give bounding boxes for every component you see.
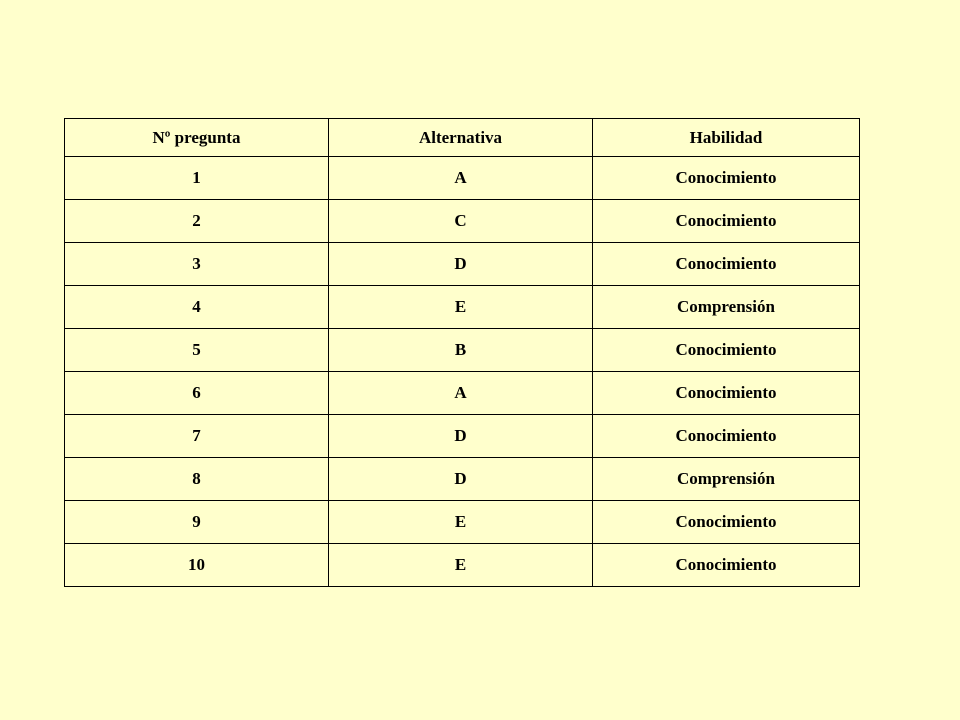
cell-alternative: A xyxy=(329,372,593,415)
table-row xyxy=(65,329,860,372)
cell-alternative: D xyxy=(329,458,593,501)
table-row xyxy=(65,200,860,243)
cell-question-number: 2 xyxy=(65,200,329,243)
cell-alternative: D xyxy=(329,243,593,286)
cell-question-number: 5 xyxy=(65,329,329,372)
cell-skill: Conocimiento xyxy=(593,415,860,458)
table-row xyxy=(65,286,860,329)
cell-skill: Comprensión xyxy=(593,286,860,329)
table-row xyxy=(65,243,860,286)
cell-question-number: 8 xyxy=(65,458,329,501)
header-question-number: Nº pregunta xyxy=(65,119,329,157)
table-header-row xyxy=(65,119,860,157)
cell-question-number: 4 xyxy=(65,286,329,329)
cell-skill: Conocimiento xyxy=(593,501,860,544)
cell-alternative: E xyxy=(329,544,593,587)
cell-alternative: E xyxy=(329,286,593,329)
table-row xyxy=(65,415,860,458)
cell-question-number: 9 xyxy=(65,501,329,544)
cell-skill: Conocimiento xyxy=(593,157,860,200)
table-row xyxy=(65,458,860,501)
cell-alternative: A xyxy=(329,157,593,200)
header-skill: Habilidad xyxy=(593,119,860,157)
cell-question-number: 1 xyxy=(65,157,329,200)
cell-alternative: B xyxy=(329,329,593,372)
cell-skill: Conocimiento xyxy=(593,243,860,286)
cell-question-number: 7 xyxy=(65,415,329,458)
cell-skill: Conocimiento xyxy=(593,544,860,587)
cell-question-number: 10 xyxy=(65,544,329,587)
cell-alternative: E xyxy=(329,501,593,544)
table-row xyxy=(65,544,860,587)
cell-alternative: D xyxy=(329,415,593,458)
table-row xyxy=(65,157,860,200)
cell-skill: Comprensión xyxy=(593,458,860,501)
cell-question-number: 6 xyxy=(65,372,329,415)
header-alternative: Alternativa xyxy=(329,119,593,157)
table-row xyxy=(65,372,860,415)
cell-skill: Conocimiento xyxy=(593,200,860,243)
cell-alternative: C xyxy=(329,200,593,243)
cell-skill: Conocimiento xyxy=(593,372,860,415)
answer-key-table xyxy=(64,118,860,587)
table-row xyxy=(65,501,860,544)
cell-skill: Conocimiento xyxy=(593,329,860,372)
cell-question-number: 3 xyxy=(65,243,329,286)
